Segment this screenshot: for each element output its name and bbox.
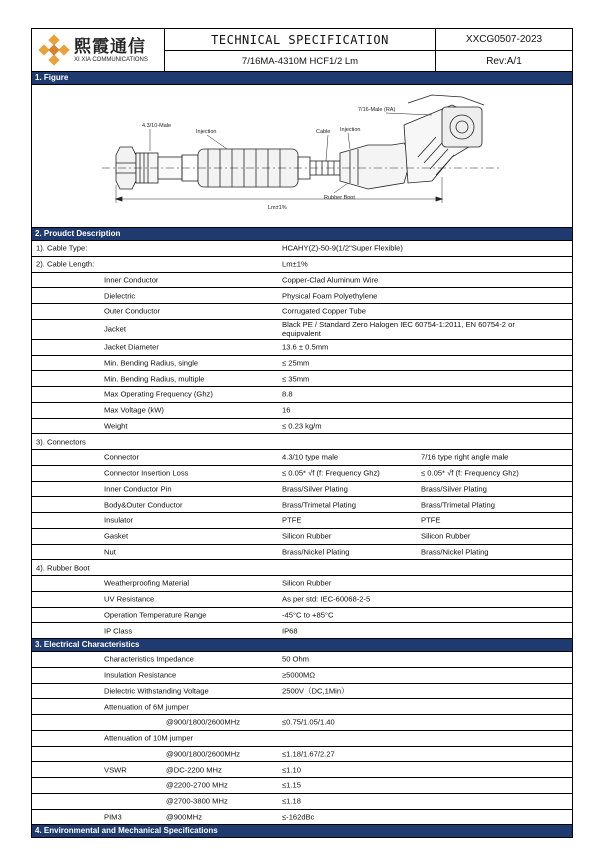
table-cell-label: Dielectric Withstanding Voltage	[104, 686, 209, 696]
table-cell-value: PTFE	[421, 515, 441, 525]
label-injection-right: Injection	[340, 127, 361, 133]
table-cell-value: ≤1.18/1.67/2.27	[282, 749, 335, 759]
table-cell-label: 2). Cable Length:	[36, 259, 95, 269]
table-row	[32, 419, 572, 435]
table-cell-value: Brass/Silver Plating	[282, 484, 348, 494]
table-cell-value: ≤1.15	[282, 780, 301, 790]
table-cell-label: Max Operating Frequency (Ghz)	[104, 389, 213, 399]
table-cell-value: Brass/Trimetal Plating	[421, 500, 495, 510]
table-cell-value: Corrugated Copper Tube	[282, 306, 367, 316]
table-row	[32, 762, 572, 778]
label-length: Lm±1%	[268, 205, 287, 211]
cable-assembly-figure	[32, 85, 572, 228]
table-cell-value: HCAHY(Z)-50-9(1/2"Super Flexible)	[282, 243, 403, 253]
company-name-cn: 熙霞通信	[74, 36, 146, 56]
table-cell-label: Outer Conductor	[104, 306, 161, 316]
cable-assembly-drawing	[32, 85, 572, 227]
table-cell-label: Max Voltage (kW)	[104, 405, 164, 415]
label-injection-left: Injection	[196, 129, 217, 135]
table-row	[32, 320, 572, 340]
table-cell-value: 13.6 ± 0.5mm	[282, 342, 329, 352]
table-cell-label: Connector	[104, 452, 140, 462]
label-cable: Cable	[316, 129, 331, 135]
table-cell-value: Lm±1%	[282, 259, 308, 269]
logo-icon	[38, 34, 70, 66]
table-cell-label: @2200-2700 MHz	[166, 780, 228, 790]
table-row	[32, 684, 572, 700]
table-row	[32, 699, 572, 715]
table-row	[32, 450, 572, 466]
table-row	[32, 466, 572, 482]
table-cell-value: ≤ 0.05* √f (f: Frequency Ghz)	[282, 468, 380, 478]
table-cell-value: Copper-Clad Aluminum Wire	[282, 275, 379, 285]
table-row	[32, 715, 572, 731]
table-cell-label: Attenuation of 6M jumper	[104, 702, 189, 712]
spec-sheet	[31, 28, 573, 838]
label-rubber-boot: Rubber Boot	[324, 195, 355, 201]
table-cell-value: IP68	[282, 626, 298, 636]
table-cell-value: Black PE / Standard Zero Halogen IEC 60754-1:2011, EN 60754-2 or equipvalent	[282, 320, 515, 339]
table-cell-value: PTFE	[282, 515, 302, 525]
table-cell-label: Nut	[104, 547, 116, 557]
table-cell-label: @2700-3800 MHz	[166, 796, 228, 806]
doc-number: XXCG0507-2023	[436, 29, 572, 51]
table-cell-value: 7/16 type right angle male	[421, 452, 509, 462]
table-cell-value: ≤ 0.23 kg/m	[282, 421, 322, 431]
table-row	[32, 668, 572, 684]
table-cell-label: Body&Outer Conductor	[104, 500, 183, 510]
table-cell-value: ≤1.18	[282, 796, 301, 806]
table-cell-label: Gasket	[104, 531, 129, 541]
table-cell-label: Jacket	[104, 324, 126, 334]
table-row	[32, 241, 572, 257]
table-row	[32, 371, 572, 387]
table-cell-label: 4). Rubber Boot	[36, 563, 90, 573]
table-cell-value: ≤-162dBc	[282, 812, 315, 822]
table-row	[32, 794, 572, 810]
table-cell-value: Brass/Nickel Plating	[282, 547, 350, 557]
table-row	[32, 288, 572, 304]
table-cell-label: PIM3	[104, 812, 122, 822]
table-row	[32, 560, 572, 576]
table-row	[32, 652, 572, 668]
table-row	[32, 731, 572, 747]
table-row	[32, 356, 572, 372]
label-left-connector: 4.3/10-Male	[142, 123, 172, 129]
table-row	[32, 608, 572, 624]
table-row	[32, 482, 572, 498]
label-right-connector: 7/16-Male (RA)	[358, 107, 396, 113]
table-cell-value: 50 Ohm	[282, 654, 310, 664]
table-row	[32, 513, 572, 529]
table-cell-label: Dielectric	[104, 291, 136, 301]
table-cell-label: Operation Temperature Range	[104, 610, 207, 620]
table-cell-value: -45°C to +85°C	[282, 610, 334, 620]
table-cell-label: 1). Cable Type:	[36, 243, 88, 253]
table-cell-label: Min. Bending Radius, single	[104, 358, 199, 368]
table-row	[32, 434, 572, 450]
table-cell-label: @900MHz	[166, 812, 202, 822]
table-cell-label: VSWR	[104, 765, 127, 775]
table-cell-value: 8.8	[282, 389, 293, 399]
table-cell-value: Silicon Rubber	[421, 531, 471, 541]
table-cell-label: Inner Conductor Pin	[104, 484, 172, 494]
table-cell-value: As per std: IEC-60068-2-5	[282, 594, 371, 604]
table-cell-label: @DC-2200 MHz	[166, 765, 222, 775]
table-cell-value: ≤ 25mm	[282, 358, 310, 368]
table-cell-label: Weight	[104, 421, 128, 431]
table-cell-label: @900/1800/2600MHz	[166, 749, 240, 759]
table-row	[32, 273, 572, 289]
table-cell-value: ≤ 0.05* √f (f: Frequency Ghz)	[421, 468, 519, 478]
document-header	[32, 29, 572, 72]
table-cell-label: Insulator	[104, 515, 134, 525]
table-row	[32, 810, 572, 826]
table-cell-label: IP Class	[104, 626, 133, 636]
table-row	[32, 778, 572, 794]
table-cell-value: Brass/Nickel Plating	[421, 547, 489, 557]
table-row	[32, 545, 572, 561]
table-row	[32, 592, 572, 608]
product-code: 7/16MA-4310M HCF1/2 Lm	[241, 55, 359, 67]
table-row	[32, 623, 572, 639]
table-cell-value: Physical Foam Polyethylene	[282, 291, 378, 301]
section-electrical-title: 3. Electrical Characteristics	[32, 639, 572, 652]
section-environmental-title: 4. Environmental and Mechanical Specifications	[32, 825, 572, 837]
doc-title: TECHNICAL SPECIFICATION	[165, 29, 435, 51]
table-cell-label: UV Resistance	[104, 594, 155, 604]
table-row	[32, 387, 572, 403]
table-cell-label: Characteristics Impedance	[104, 654, 194, 664]
table-cell-label: Connector Insertion Loss	[104, 468, 189, 478]
table-cell-label: 3). Connectors	[36, 437, 86, 447]
table-cell-value: 2500V（DC,1Min）	[282, 686, 349, 696]
table-row	[32, 747, 572, 763]
electrical-table	[32, 652, 572, 825]
table-cell-label: Attenuation of 10M jumper	[104, 733, 194, 743]
table-cell-label: @900/1800/2600MHz	[166, 717, 240, 727]
table-cell-label: Weatherproofing Material	[104, 578, 190, 588]
table-row	[32, 529, 572, 545]
table-cell-value: 16	[282, 405, 291, 415]
product-description-table	[32, 241, 572, 639]
revision: Rev:A/1	[486, 55, 522, 67]
table-cell-label: Inner Conductor	[104, 275, 159, 285]
section-product-description-title: 2. Proudct Description	[32, 228, 572, 241]
table-row	[32, 576, 572, 592]
table-cell-value: Silicon Rubber	[282, 578, 332, 588]
table-cell-value: Brass/Trimetal Plating	[282, 500, 356, 510]
table-cell-value: ≤ 35mm	[282, 374, 310, 384]
table-cell-label: Min. Bending Radius, multiple	[104, 374, 205, 384]
table-cell-value: Brass/Silver Plating	[421, 484, 487, 494]
table-cell-value: ≤1.10	[282, 765, 301, 775]
table-row	[32, 497, 572, 513]
table-cell-label: Jacket Diameter	[104, 342, 159, 352]
table-cell-value: ≥5000MΩ	[282, 670, 316, 680]
section-figure-title: 1. Figure	[32, 72, 572, 85]
table-row	[32, 257, 572, 273]
company-logo	[32, 29, 165, 71]
table-row	[32, 403, 572, 419]
table-cell-value: ≤0.75/1.05/1.40	[282, 717, 335, 727]
table-row	[32, 304, 572, 320]
company-name-en: XI XIA COMMUNICATIONS	[74, 56, 148, 63]
table-cell-label: Insulation Resistance	[104, 670, 177, 680]
table-cell-value: 4.3/10 type male	[282, 452, 339, 462]
table-cell-value: Silicon Rubber	[282, 531, 332, 541]
table-row	[32, 340, 572, 356]
